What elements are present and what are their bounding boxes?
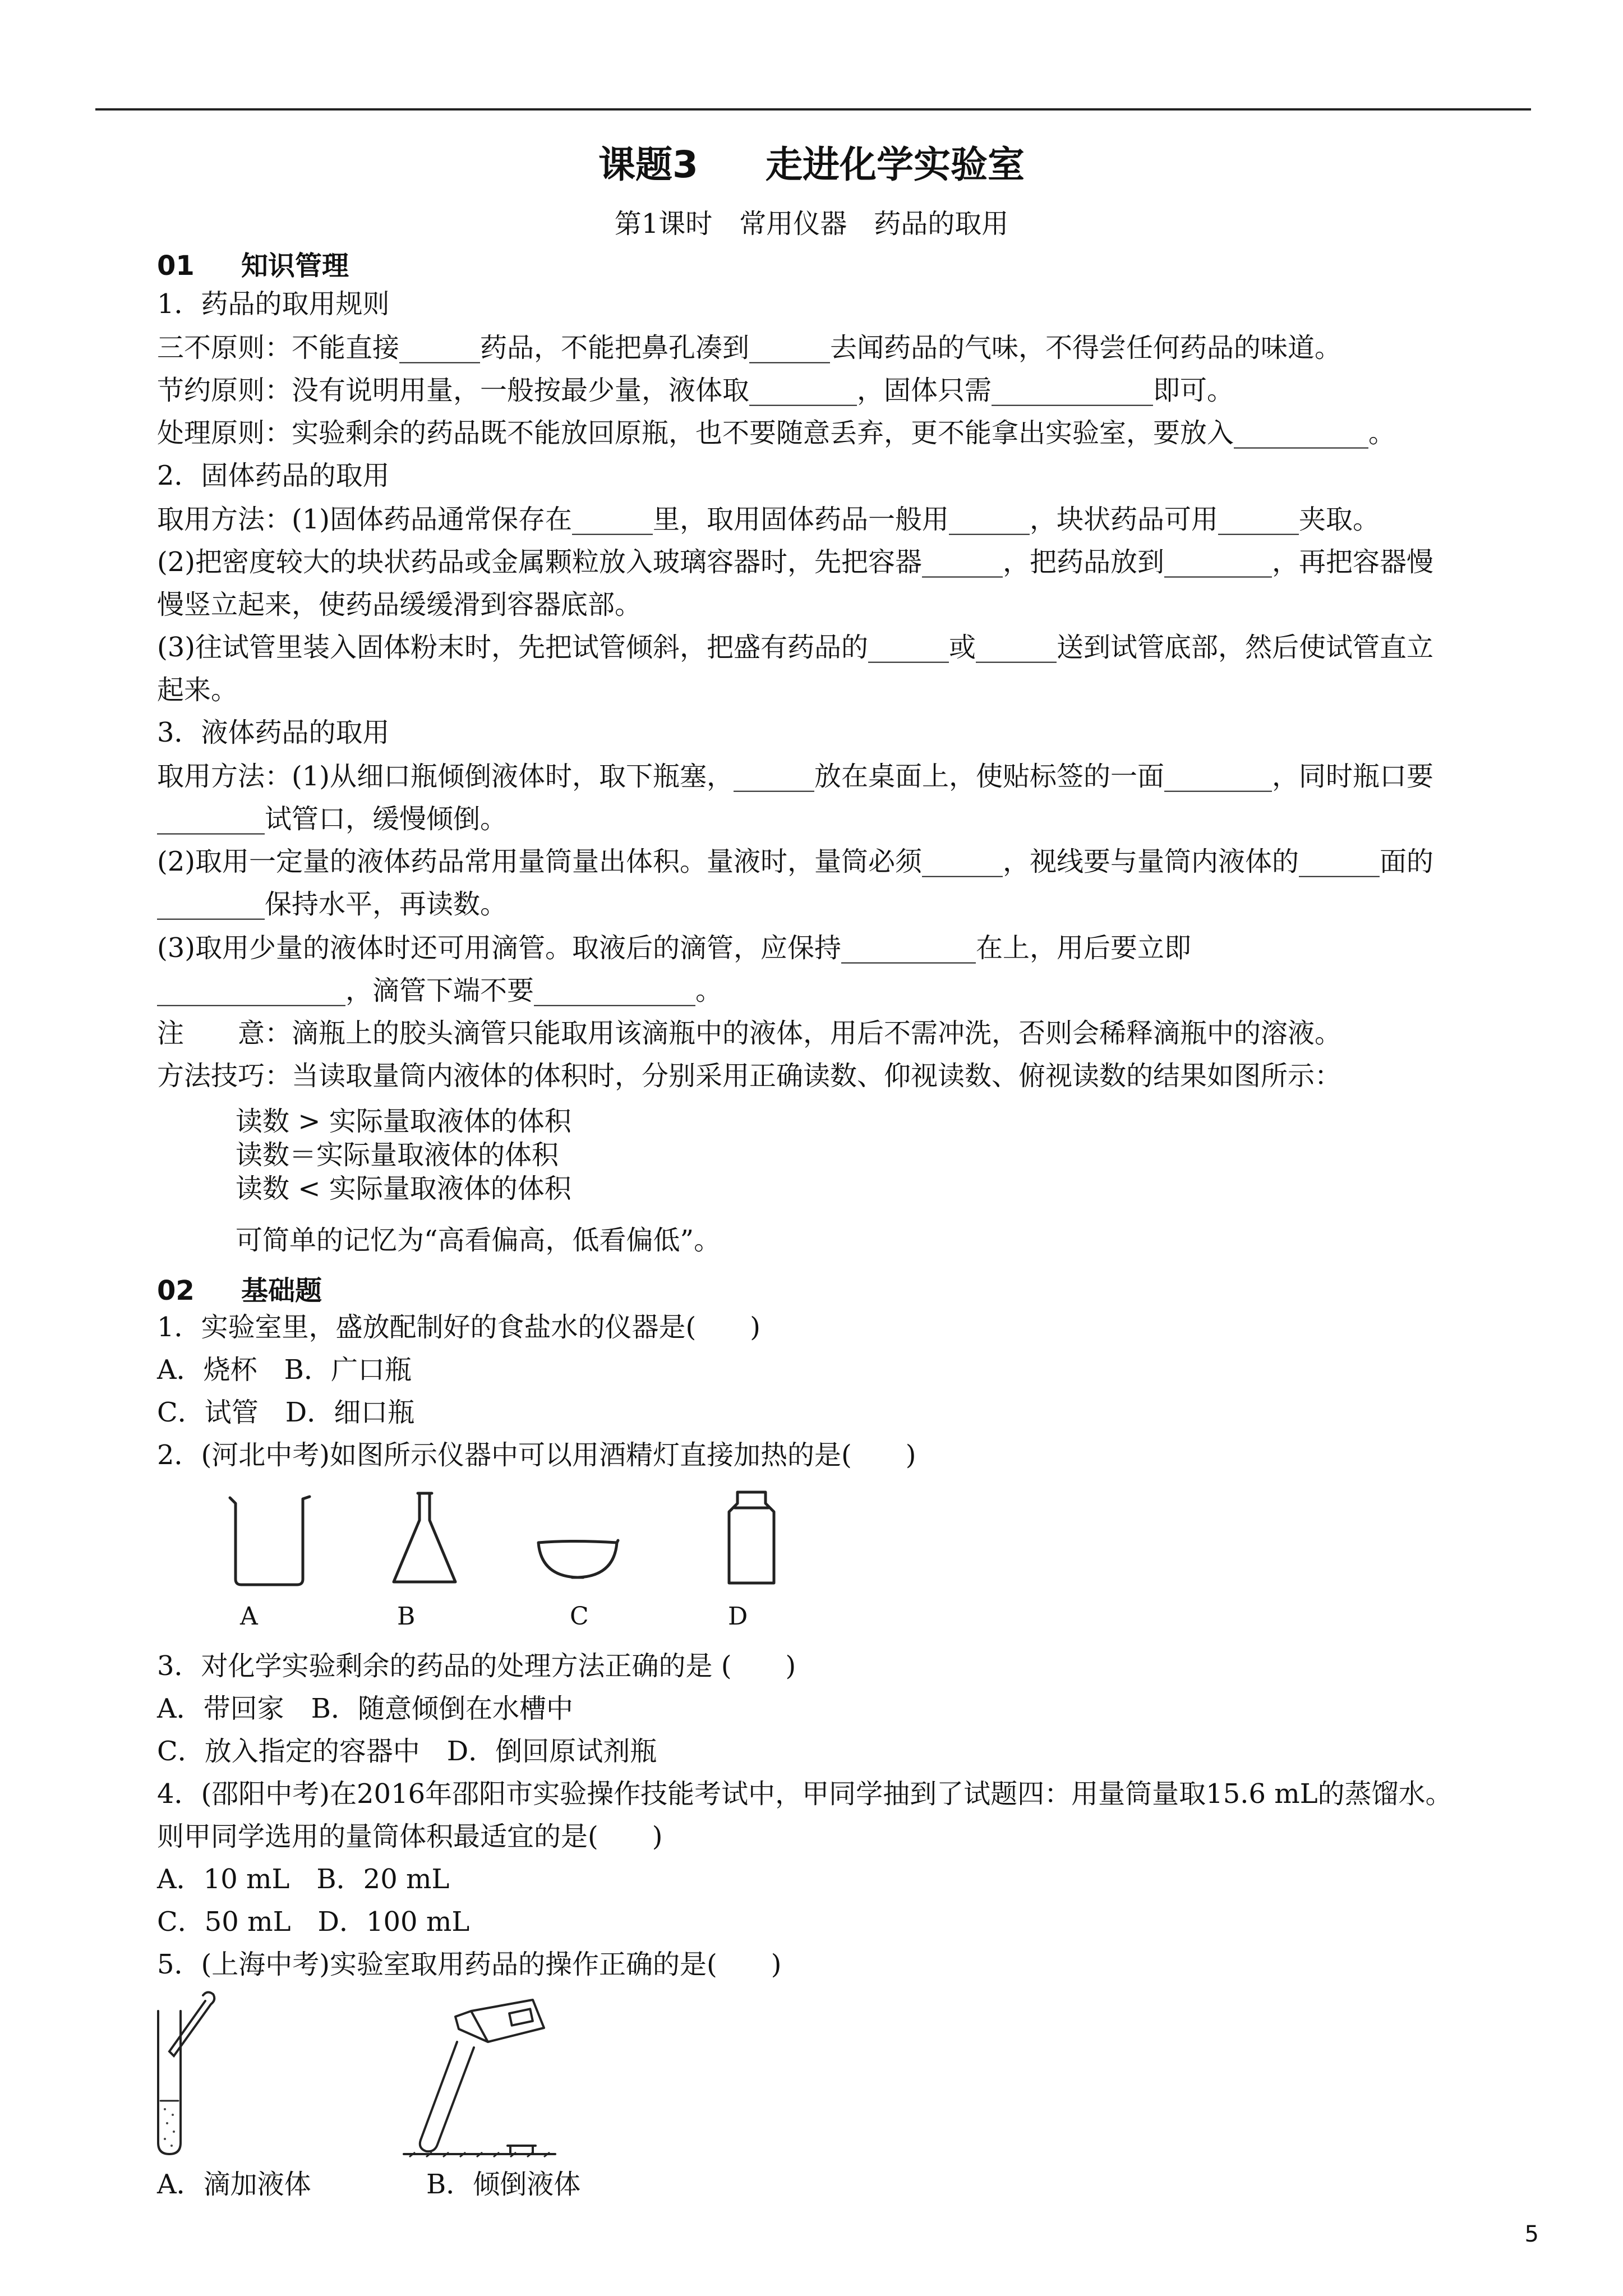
- q4-options-1: A．10 mL B．20 mL: [157, 1864, 450, 1895]
- q2-label-b: B: [397, 1602, 416, 1631]
- page-subtitle: [0, 202, 1623, 241]
- lesson-number: 课题3: [598, 143, 698, 186]
- q4-stem-2: 则甲同学选用的量筒体积最适宜的是( ): [157, 1821, 663, 1852]
- k3-line-2b: ________保持水平，再读数。: [157, 889, 508, 920]
- beaker-icon: [230, 1497, 310, 1585]
- tip-memo: 可简单的记忆为“高看偏高，低看偏低”。: [236, 1225, 721, 1256]
- dropper-icon: [169, 1992, 214, 2056]
- page-title: [0, 135, 1623, 188]
- k3-method: 方法技巧：当读取量筒内液体的体积时，分别采用正确读数、仰视读数、俯视读数的结果如图所示：: [157, 1060, 1342, 1092]
- q2-label-c: C: [570, 1602, 589, 1631]
- k2-heading: 2．固体药品的取用: [157, 460, 390, 491]
- header-rule: [95, 108, 1531, 111]
- k2-line-1: 取用方法：(1)固体药品通常保存在______里，取用固体药品一般用______，块状药品可用______夹取。: [157, 504, 1380, 535]
- q1-options-2: C．试管 D．细口瓶: [157, 1397, 415, 1428]
- subtitle-topic-1: 常用仪器: [739, 208, 847, 240]
- k3-note: 注 意：滴瓶上的胶头滴管只能取用该滴瓶中的液体，用后不需冲洗，否则会稀释滴瓶中的溶液。: [157, 1018, 1342, 1049]
- section-number: 02: [157, 1275, 195, 1306]
- q2-stem: 2．(河北中考)如图所示仪器中可以用酒精灯直接加热的是( ): [157, 1439, 916, 1471]
- q5-stem: 5．(上海中考)实验室取用药品的操作正确的是( ): [157, 1949, 782, 1980]
- tip-line-1: 读数 > 实际量取液体的体积: [236, 1106, 571, 1137]
- q3-stem: 3．对化学实验剩余的药品的处理方法正确的是 ( ): [157, 1650, 796, 1682]
- q3-options-1: A．带回家 B．随意倾倒在水槽中: [157, 1693, 573, 1724]
- subtitle-part: 第1课时: [614, 208, 713, 240]
- q5-label-b: B．倾倒液体: [426, 2169, 581, 2200]
- k2-line-2b: 慢竖立起来，使药品缓缓滑到容器底部。: [157, 589, 642, 620]
- k1-line-2: 节约原则：没有说明用量，一般按最少量，液体取________，固体只需____________即可。: [157, 375, 1234, 406]
- evaporating-dish-icon: [538, 1540, 618, 1577]
- tilted-test-tube-icon: [420, 2042, 474, 2151]
- k1-line-3: 处理原则：实验剩余的药品既不能放回原瓶，也不要随意丢弃，更不能拿出实验室，要放入__________。: [157, 417, 1396, 449]
- q5-figure-b: [404, 1989, 572, 2157]
- q3-options-2: C．放入指定的容器中 D．倒回原试剂瓶: [157, 1736, 657, 1767]
- k2-line-3b: 起来。: [157, 674, 238, 706]
- k3-line-3b: ______________，滴管下端不要____________。: [157, 975, 723, 1006]
- page-number: 5: [1524, 2221, 1539, 2247]
- q4-stem-1: 4．(邵阳中考)在2016年邵阳市实验操作技能考试中，甲同学抽到了试题四：用量筒量取15.6 mL的蒸馏水。: [157, 1778, 1453, 1810]
- section-number: 01: [157, 250, 195, 282]
- section-name: 知识管理: [241, 250, 349, 282]
- k2-line-3a: (3)往试管里装入固体粉末时，先把试管倾斜，把盛有药品的______或______送到试管底部，然后使试管直立: [157, 632, 1433, 663]
- q5-figure-a: [140, 1989, 224, 2157]
- k2-line-2a: (2)把密度较大的块状药品或金属颗粒放入玻璃容器时，先把容器______，把药品放到________，再把容器慢: [157, 546, 1433, 578]
- k3-line-1a: 取用方法：(1)从细口瓶倾倒液体时，取下瓶塞，______放在桌面上，使贴标签的一面________，同时瓶口要: [157, 761, 1433, 792]
- q2-label-d: D: [728, 1602, 748, 1631]
- k3-line-1b: ________试管口，缓慢倾倒。: [157, 803, 508, 835]
- section-heading-basic: [157, 1269, 322, 1308]
- lesson-name: 走进化学实验室: [765, 143, 1025, 186]
- reagent-bottle-icon: [729, 1492, 774, 1583]
- test-tube-icon: [158, 2011, 181, 2154]
- q1-options-1: A．烧杯 B．广口瓶: [157, 1354, 412, 1386]
- q2-figure: [213, 1481, 819, 1593]
- section-heading-knowledge: [157, 244, 349, 283]
- k3-line-3a: (3)取用少量的液体时还可用滴管。取液后的滴管，应保持__________在上，用后要立即: [157, 932, 1191, 964]
- conical-flask-icon: [394, 1493, 455, 1582]
- q2-label-a: A: [240, 1602, 258, 1631]
- q5-label-a: A．滴加液体: [157, 2169, 311, 2200]
- subtitle-topic-2: 药品的取用: [874, 208, 1009, 240]
- k3-line-2a: (2)取用一定量的液体药品常用量筒量出体积。量液时，量筒必须______，视线要与量筒内液体的______面的: [157, 846, 1433, 877]
- section-name: 基础题: [241, 1275, 322, 1306]
- tip-line-3: 读数 < 实际量取液体的体积: [236, 1173, 571, 1204]
- q4-options-2: C．50 mL D．100 mL: [157, 1906, 470, 1938]
- tip-line-2: 读数＝实际量取液体的体积: [236, 1139, 559, 1171]
- k1-heading: 1．药品的取用规则: [157, 288, 390, 320]
- q1-stem: 1．实验室里，盛放配制好的食盐水的仪器是( ): [157, 1312, 760, 1343]
- k1-line-1: 三不原则：不能直接______药品，不能把鼻孔凑到______去闻药品的气味，不得尝任何药品的味道。: [157, 332, 1342, 364]
- k3-heading: 3．液体药品的取用: [157, 717, 390, 748]
